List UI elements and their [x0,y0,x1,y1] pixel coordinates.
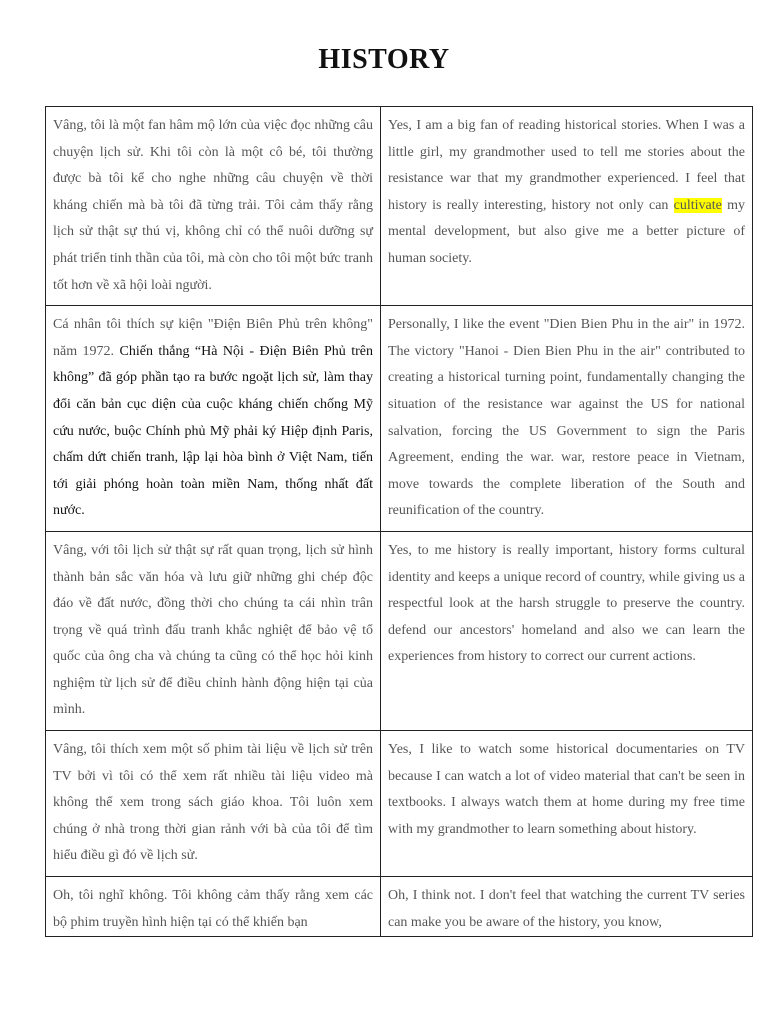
page-title: HISTORY [318,44,450,75]
english-cell: Yes, I like to watch some historical documentaries on TV because I can watch a lot of video material that can't be seen in textbooks. I always watch them at home during my free time with my grandmother to learn something about history. [381,731,753,877]
english-cell [381,107,753,306]
vietnamese-cell: Vâng, tôi thích xem một số phim tài liệu về lịch sử trên TV bởi vì tôi có thể xem rất nhiều tài liệu video mà không thể xem trong sách giáo khoa. Tôi luôn xem chúng ở nhà trong thời gian rảnh với bà của tôi để tìm hiểu điều gì đó về lịch sử. [46,731,381,877]
vietnamese-cell: Vâng, tôi là một fan hâm mộ lớn của việc đọc những câu chuyện lịch sử. Khi tôi còn là một cô bé, tôi thường được bà tôi kể cho nghe những câu chuyện về thời kháng chiến mà bà tôi đã từng trải. Tôi cảm thấy rằng lịch sử thật sự thú vị, không chỉ có thể nuôi dưỡng sự phát triển tinh thần của tôi, mà còn cho tôi một bức tranh tốt hơn về xã hội loài người. [46,107,381,306]
english-cell: Personally, I like the event "Dien Bien Phu in the air" in 1972. The victory "Hanoi - Dien Bien Phu in the air" contributed to creating a historical turning point, fundamentally changing the situation of the resistance war against the US for national salvation, forcing the US Government to sign the Paris Agreement, ending the war. war, restore peace in Vietnam, move towards the complete liberation of the South and reunification of the country. [381,306,753,532]
vietnamese-text-dark: Chiến thắng “Hà Nội - Điện Biên Phủ trên không” đã góp phần tạo ra bước ngoặt lịch sử, làm thay đổi căn bản cục diện của cuộc kháng chiến chống Mỹ cứu nước, buộc Chính phủ Mỹ phải ký Hiệp định Paris, chấm dứt chiến tranh, lập lại hòa bình ở Việt Nam, tiến tới giải phóng hoàn toàn miền Nam, thống nhất đất nước. [53,343,374,519]
table-row [46,107,753,306]
bilingual-table [45,106,753,937]
table-row [46,877,753,937]
vietnamese-cell [46,306,381,532]
english-text: my mental development, but also give me a better picture of human society. [388,197,745,266]
vietnamese-text: Cá nhân tôi thích sự kiện "Điện Biên Phủ trên không" năm 1972. [53,317,373,359]
table-row [46,731,753,877]
highlighted-word: cultivate [673,197,722,213]
vietnamese-cell: Vâng, với tôi lịch sử thật sự rất quan trọng, lịch sử hình thành bản sắc văn hóa và lưu giữ những ghi chép độc đáo về đất nước, đồng thời cho chúng ta cái nhìn trân trọng về quá trình đấu tranh khắc nghiệt để bảo vệ tổ quốc của ông cha và chúng ta cũng có thể học hỏi kinh nghiệm từ lịch sử để điều chỉnh hành động hiện tại của mình. [46,531,381,730]
vietnamese-cell: Oh, tôi nghĩ không. Tôi không cảm thấy rằng xem các bộ phim truyền hình hiện tại có thể khiến bạn [46,877,381,937]
table-row [46,306,753,532]
table-row [46,531,753,730]
english-cell: Oh, I think not. I don't feel that watching the current TV series can make you be aware of the history, you know, [381,877,753,937]
english-cell: Yes, to me history is really important, history forms cultural identity and keeps a unique record of country, while giving us a respectful look at the harsh struggle to preserve the country. defend our ancestors' homeland and also we can learn the experiences from history to correct our current actions. [381,531,753,730]
english-text: Yes, I am a big fan of reading historical stories. When I was a little girl, my grandmother used to tell me stories about the resistance war that my grandmother experienced. I feel that history is really interesting, history not only can [388,118,745,213]
